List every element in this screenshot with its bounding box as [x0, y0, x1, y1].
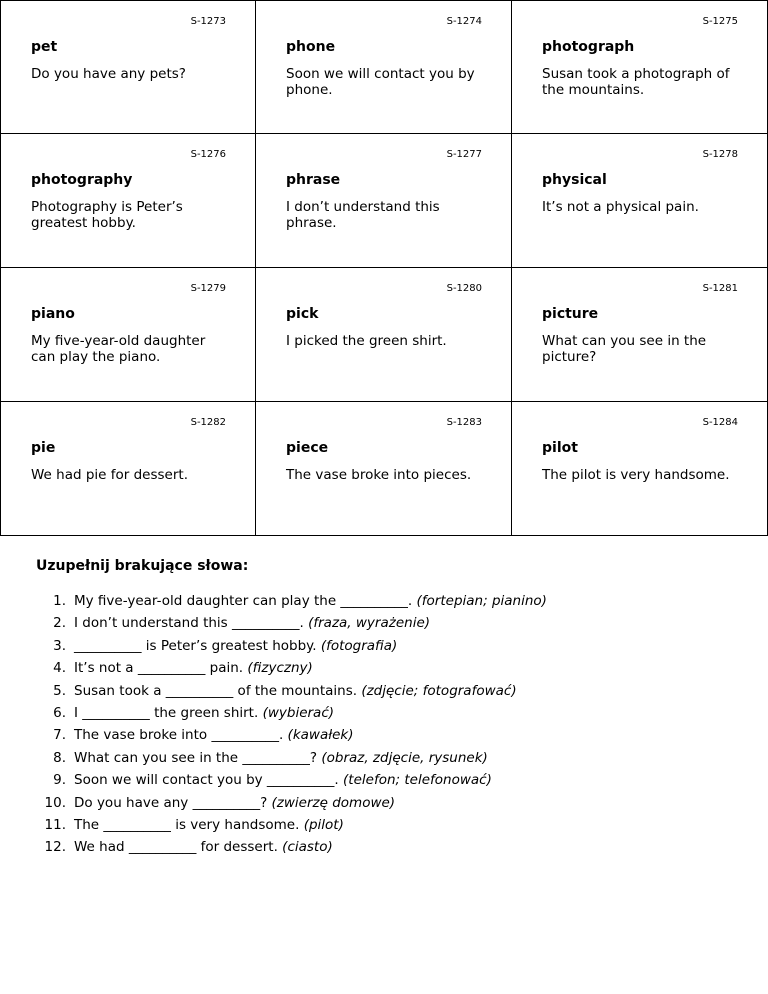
item-hint: (fotografia) [320, 637, 398, 654]
flashcard [512, 134, 768, 268]
item-hint: (zwierzę domowe) [271, 794, 396, 811]
item-number: 2. [53, 615, 66, 632]
item-number: 11. [44, 817, 66, 834]
item-sentence: The vase broke into __________. [74, 727, 284, 744]
exercise-item [36, 814, 756, 836]
exercise-item [36, 612, 756, 634]
item-number: 8. [53, 749, 66, 766]
item-sentence: Soon we will contact you by __________. [74, 772, 339, 789]
item-hint: (fizyczny) [247, 660, 313, 677]
card-word: pilot [542, 440, 578, 456]
card-word: photograph [542, 39, 635, 55]
exercise-item [36, 792, 756, 814]
exercise-item [36, 590, 756, 612]
card-example: The pilot is very handsome. [542, 467, 730, 483]
card-word: pet [31, 39, 58, 55]
card-code: S-1275 [702, 16, 738, 27]
item-hint: (ciasto) [282, 839, 333, 856]
card-code: S-1274 [446, 16, 482, 27]
exercise-item [36, 769, 756, 791]
item-number: 6. [53, 705, 66, 722]
item-sentence: We had __________ for dessert. [74, 839, 278, 856]
card-word: picture [542, 306, 599, 322]
card-word: pie [31, 440, 56, 456]
card-example: We had pie for dessert. [31, 467, 188, 483]
item-number: 10. [44, 794, 66, 811]
item-hint: (pilot) [303, 817, 344, 834]
card-word: piece [286, 440, 329, 456]
exercise-item [36, 680, 756, 702]
card-example: Photography is Peter’s greatest hobby. [31, 199, 183, 231]
item-hint: (zdjęcie; fotografować) [361, 682, 517, 699]
card-code: S-1284 [702, 417, 738, 428]
item-hint: (telefon; telefonować) [343, 772, 492, 789]
flashcard [0, 268, 256, 402]
item-sentence: I don’t understand this __________. [74, 615, 304, 632]
card-example: Do you have any pets? [31, 66, 186, 82]
flashcard [0, 134, 256, 268]
item-sentence: It’s not a __________ pain. [74, 660, 244, 677]
item-hint: (kawałek) [287, 727, 354, 744]
exercise-title: Uzupełnij brakujące słowa: [36, 558, 249, 574]
flashcard [512, 0, 768, 134]
card-code: S-1273 [190, 16, 226, 27]
item-sentence: The __________ is very handsome. [74, 817, 300, 834]
fill-in-exercise [36, 558, 756, 859]
card-example: It’s not a physical pain. [542, 199, 699, 215]
exercise-item [36, 657, 756, 679]
item-number: 12. [44, 839, 66, 856]
card-code: S-1281 [702, 283, 738, 294]
exercise-item [36, 702, 756, 724]
card-word: photography [31, 172, 133, 188]
exercise-list [36, 590, 756, 859]
item-sentence: I __________ the green shirt. [74, 705, 259, 722]
flashcard [512, 402, 768, 536]
item-hint: (fortepian; pianino) [416, 593, 547, 609]
item-number: 1. [53, 593, 66, 609]
card-code: S-1283 [446, 417, 482, 428]
exercise-item [36, 724, 756, 746]
card-example: My five-year-old daughter can play the piano. [31, 333, 206, 365]
exercise-item [36, 747, 756, 769]
item-sentence: My five-year-old daughter can play the __________. [74, 593, 413, 609]
card-code: S-1280 [446, 283, 482, 294]
item-number: 3. [53, 637, 66, 654]
item-hint: (fraza, wyrażenie) [308, 615, 431, 632]
card-example: I don’t understand this phrase. [286, 199, 440, 231]
card-code: S-1277 [446, 149, 482, 160]
item-sentence: What can you see in the __________? [74, 749, 318, 766]
flashcard [256, 402, 512, 536]
card-word: phrase [286, 172, 341, 188]
item-hint: (obraz, zdjęcie, rysunek) [321, 749, 488, 766]
card-code: S-1279 [190, 283, 226, 294]
card-example: I picked the green shirt. [286, 333, 447, 349]
item-number: 9. [53, 772, 66, 789]
card-example: Susan took a photograph of the mountains. [542, 66, 730, 98]
item-number: 5. [53, 682, 66, 699]
card-word: pick [286, 306, 319, 322]
item-sentence: Susan took a __________ of the mountains. [74, 682, 358, 699]
item-sentence: __________ is Peter’s greatest hobby. [74, 637, 317, 654]
card-code: S-1282 [190, 417, 226, 428]
card-word: phone [286, 39, 336, 55]
card-example: What can you see in the picture? [542, 333, 707, 365]
flashcard [256, 134, 512, 268]
item-sentence: Do you have any __________? [74, 794, 268, 811]
card-word: piano [31, 306, 75, 322]
item-number: 7. [53, 727, 66, 744]
flashcard [0, 0, 256, 134]
item-hint: (wybierać) [262, 705, 335, 722]
flashcard [256, 268, 512, 402]
card-word: physical [542, 172, 607, 188]
flashcard [512, 268, 768, 402]
exercise-item [36, 635, 756, 657]
flashcard [256, 0, 512, 134]
exercise-item [36, 836, 756, 858]
card-code: S-1278 [702, 149, 738, 160]
flashcard [0, 402, 256, 536]
card-code: S-1276 [190, 149, 226, 160]
card-example: Soon we will contact you by phone. [286, 66, 475, 98]
card-example: The vase broke into pieces. [286, 467, 472, 483]
item-number: 4. [53, 660, 66, 677]
